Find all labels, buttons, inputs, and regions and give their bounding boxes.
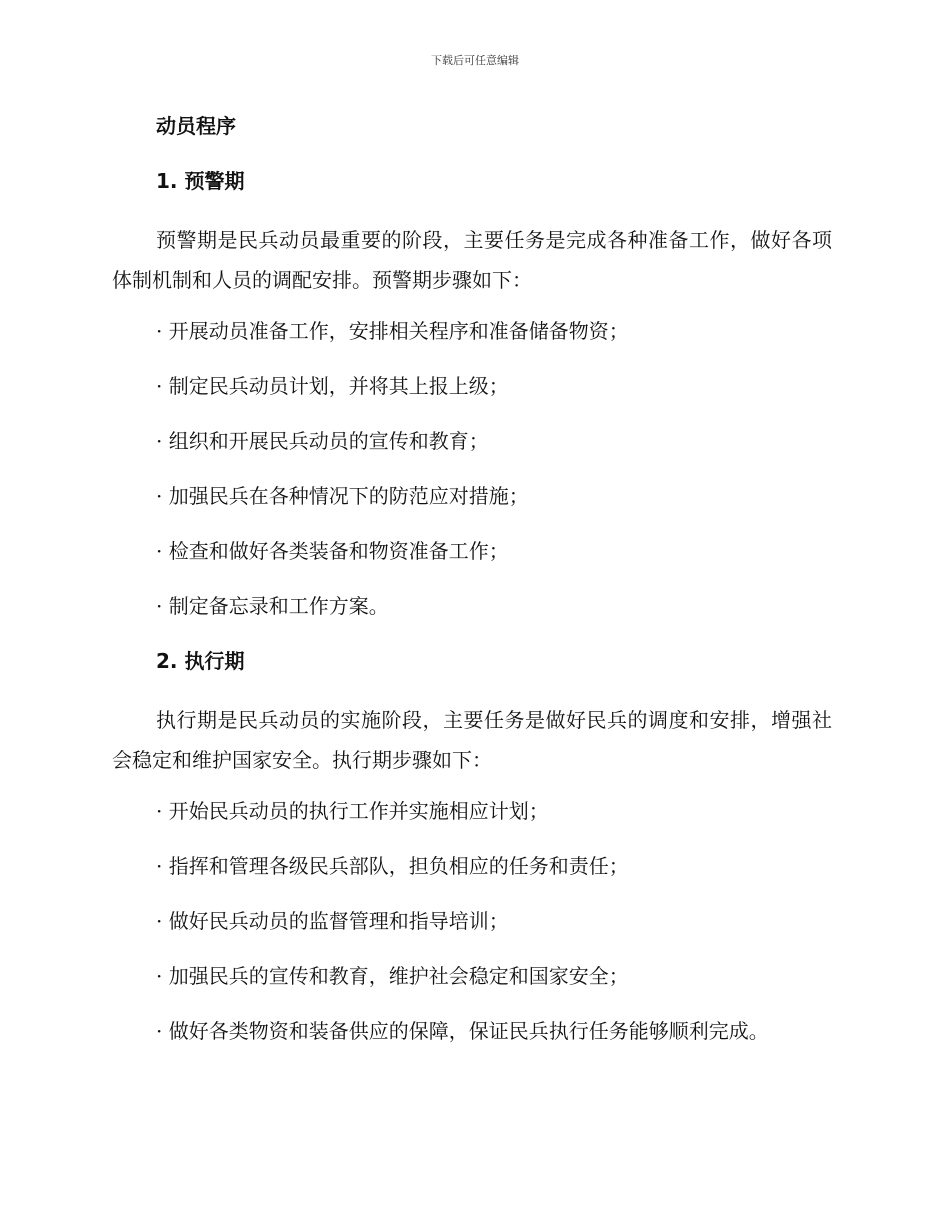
list-item: · 制定民兵动员计划，并将其上报上级；	[156, 374, 509, 398]
section-heading: 1. 预警期	[156, 169, 245, 193]
list-item: · 组织和开展民兵动员的宣传和教育；	[156, 429, 489, 453]
list-item: · 开始民兵动员的执行工作并实施相应计划；	[156, 799, 549, 823]
section-intro-paragraph: 执行期是民兵动员的实施阶段，主要任务是做好民兵的调度和安排，增强社会稳定和维护国家安全。执行期步骤如下：	[112, 708, 832, 772]
list-item: · 检查和做好各类装备和物资准备工作；	[156, 539, 509, 563]
section-intro-paragraph: 预警期是民兵动员最重要的阶段，主要任务是完成各种准备工作，做好各项体制机制和人员的调配安排。预警期步骤如下：	[112, 228, 832, 292]
list-item: · 加强民兵在各种情况下的防范应对措施；	[156, 484, 529, 508]
section-heading: 2. 执行期	[156, 649, 245, 673]
document-body	[112, 110, 832, 1070]
section-execution-period	[112, 645, 832, 1047]
list-item: · 加强民兵的宣传和教育，维护社会稳定和国家安全；	[156, 964, 629, 988]
list-item: · 做好各类物资和装备供应的保障，保证民兵执行任务能够顺利完成。	[156, 1019, 769, 1043]
list-item: · 指挥和管理各级民兵部队，担负相应的任务和责任；	[156, 854, 629, 878]
section-warning-period	[112, 165, 832, 622]
list-item: · 做好民兵动员的监督管理和指导培训；	[156, 909, 509, 933]
document-title: 动员程序	[156, 114, 236, 138]
list-item: · 制定备忘录和工作方案。	[156, 594, 389, 618]
list-item: · 开展动员准备工作，安排相关程序和准备储备物资；	[156, 319, 629, 343]
page-header-note: 下载后可任意编辑	[431, 54, 519, 67]
